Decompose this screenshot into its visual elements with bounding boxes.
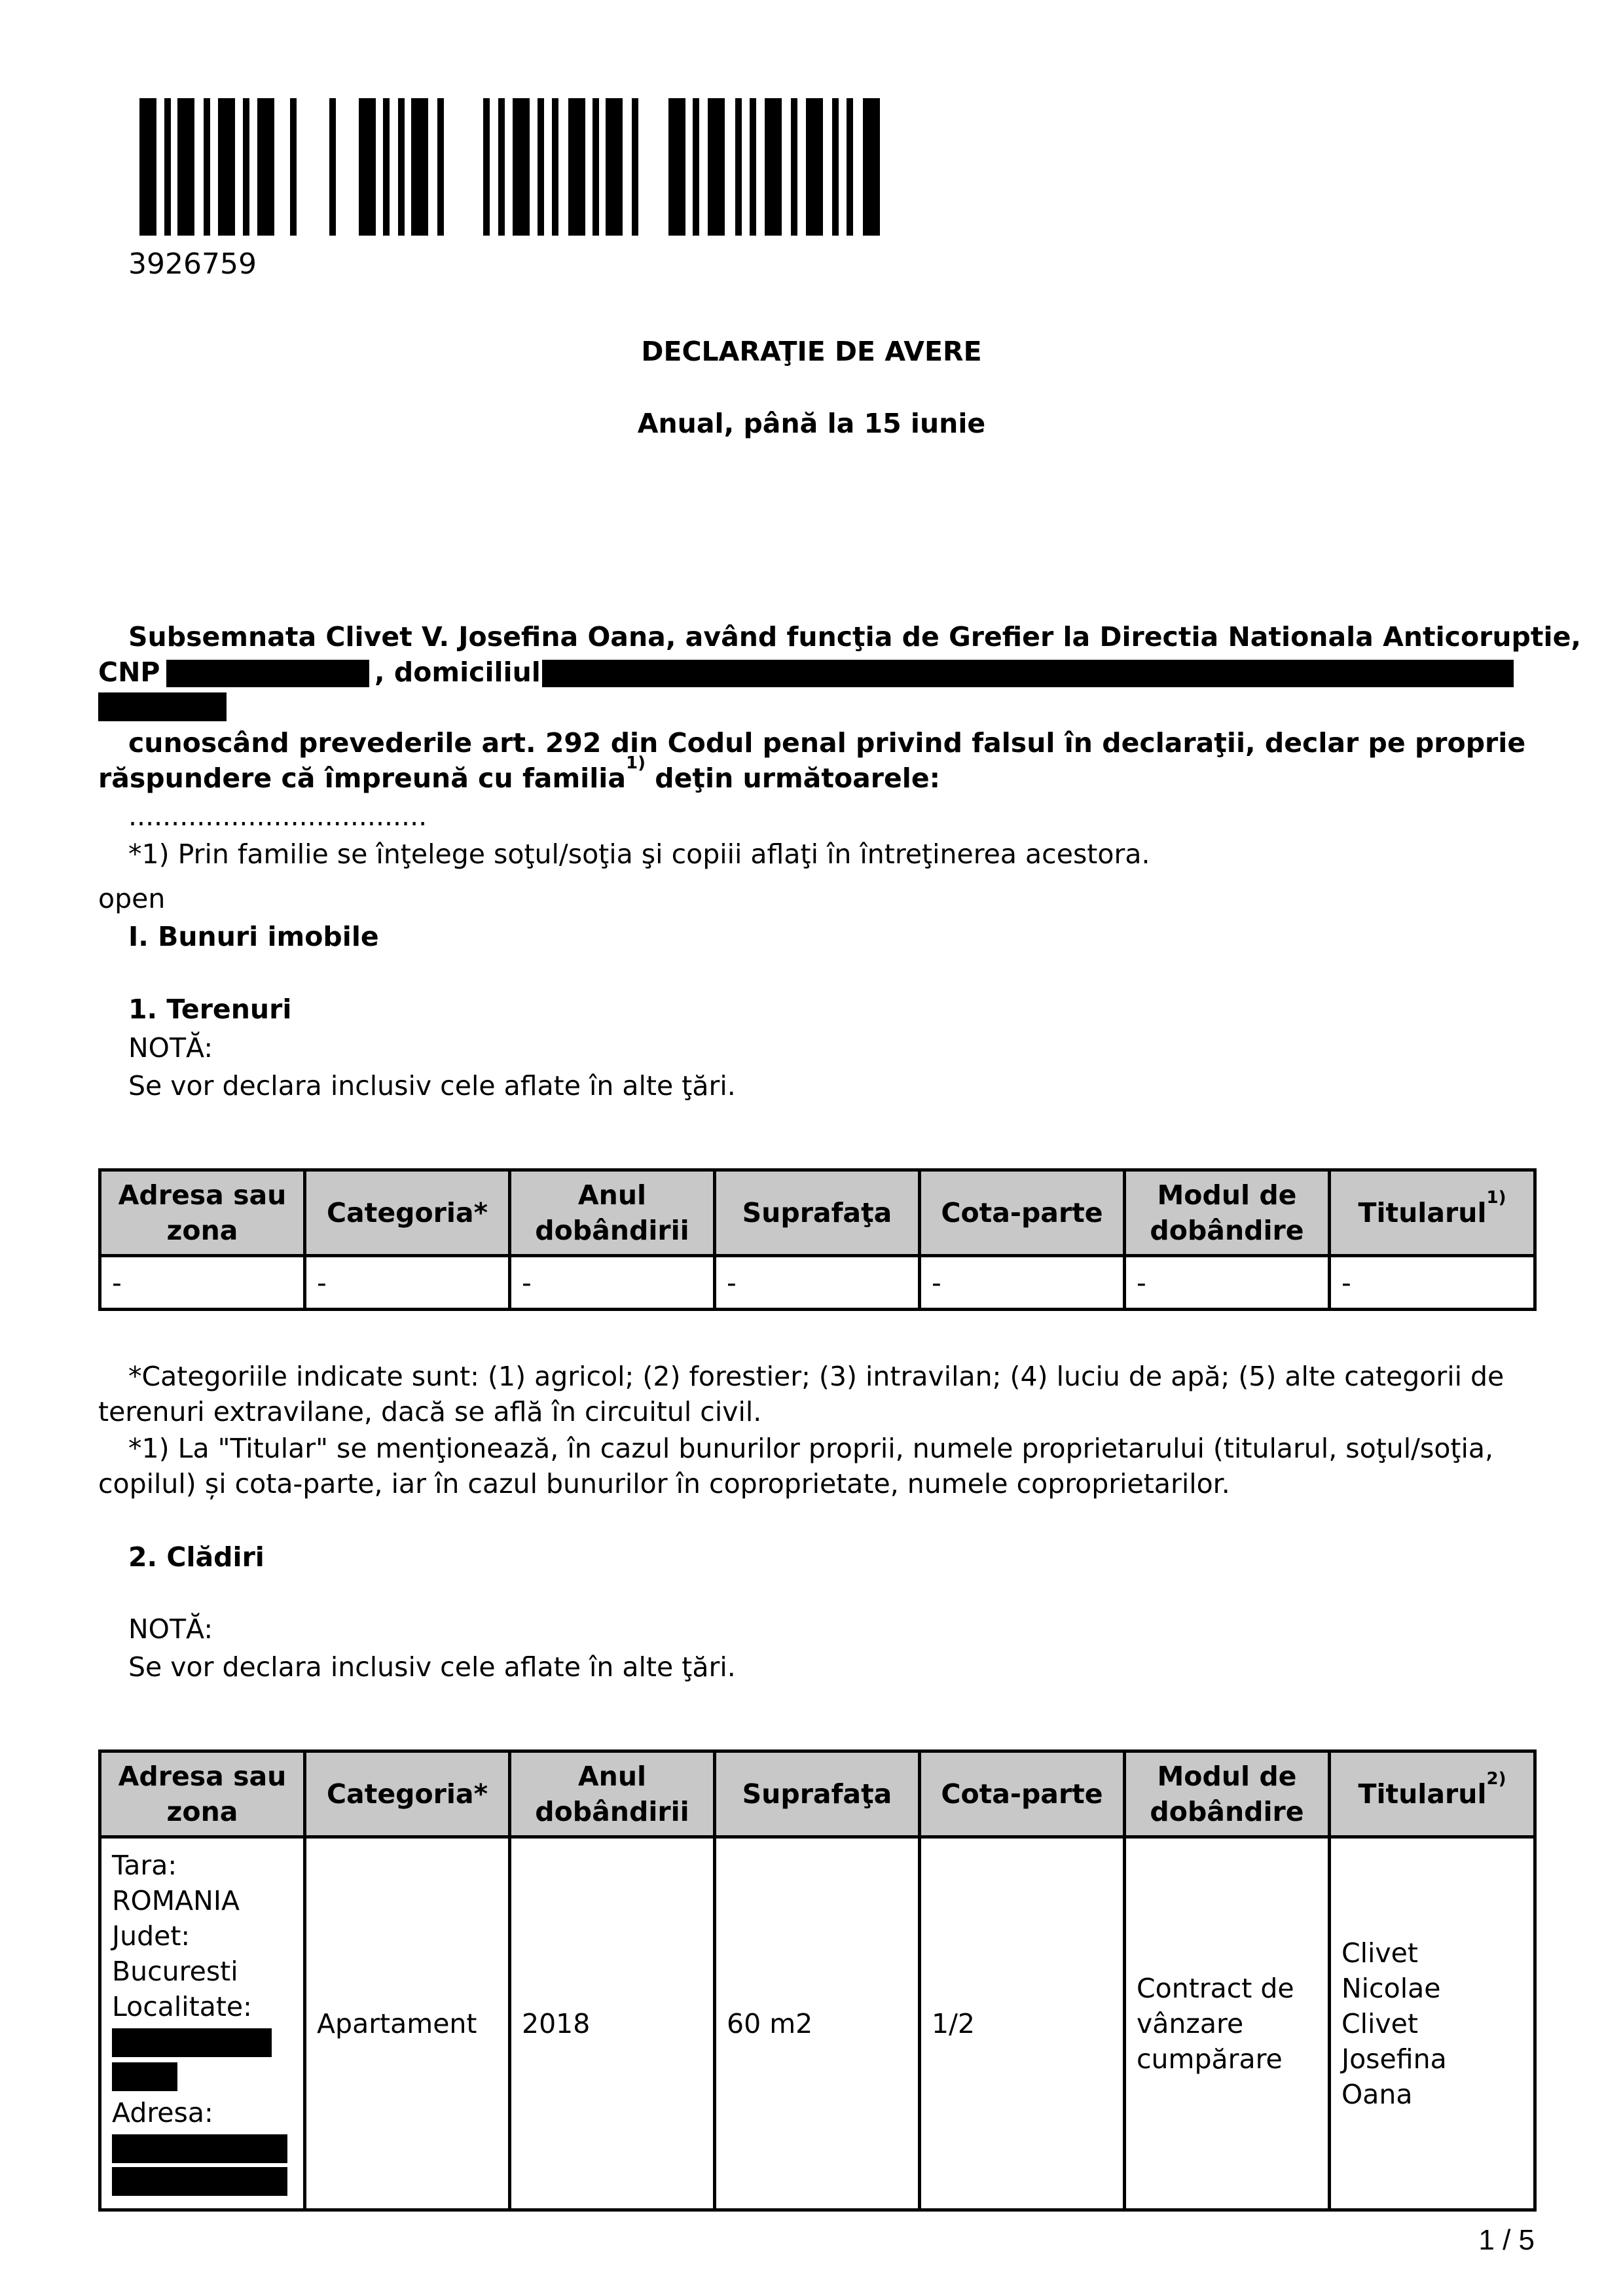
- col-header-categoria: Categoria*: [305, 1170, 510, 1256]
- document-title: DECLARAŢIE DE AVERE: [641, 336, 982, 367]
- cell-cota: -: [920, 1256, 1125, 1310]
- localitate-label: Localitate:: [112, 1991, 252, 2022]
- family-note: *1) Prin familie se înţelege soţul/soţia şi copiii aflaţi în întreţinerea acestora.: [128, 838, 1150, 870]
- intro-line-4: răspundere că împreună cu familia$^{1)}$ deţin următoarele:: [98, 753, 941, 794]
- titular-note-line-2: copilul) și cota-parte, iar în cazul bunurilor în coproprietate, numele coproprietarilor.: [98, 1468, 1230, 1499]
- cell-titular: -: [1330, 1256, 1535, 1310]
- redacted-localitate: [112, 2028, 272, 2057]
- redacted-adresa-cont: [112, 2167, 287, 2196]
- cladiri-table: [98, 1749, 1537, 2212]
- dots-line: ...................................: [128, 800, 428, 832]
- redacted-adresa: [112, 2134, 287, 2163]
- cell-cota: 1/2: [920, 1837, 1125, 2210]
- nota-text-2: Se vor declara inclusiv cele aflate în alte ţări.: [128, 1651, 736, 1683]
- redacted-address-cont: [98, 692, 227, 721]
- cell-adresa: [100, 1837, 305, 2210]
- titular-line-2: Nicolae: [1341, 1972, 1441, 2004]
- modul-line-3: cumpărare: [1137, 2043, 1283, 2075]
- judet-value: Bucuresti: [112, 1956, 238, 1987]
- domiciliu-label: , domiciliul: [374, 656, 541, 688]
- table-row: [100, 1837, 1535, 2210]
- cell-modul: [1125, 1837, 1330, 2210]
- modul-line-2: vânzare: [1137, 2007, 1244, 2039]
- cell-categoria: Apartament: [305, 1837, 510, 2210]
- col-header-cota: Cota-parte: [920, 1170, 1125, 1256]
- col-header-suprafata: Suprafaţa: [715, 1170, 920, 1256]
- nota-label-1: NOTĂ:: [128, 1032, 213, 1064]
- col-header-titular: Titularul$^{1)}$: [1330, 1170, 1535, 1256]
- col-header-adresa: Adresa sau zona: [100, 1751, 305, 1837]
- tara-label: Tara:: [112, 1850, 177, 1881]
- col-header-adresa: Adresa sau zona: [100, 1170, 305, 1256]
- col-header-suprafata: Suprafaţa: [715, 1751, 920, 1837]
- section-heading-bunuri-imobile: I. Bunuri imobile: [128, 921, 379, 952]
- cell-modul: -: [1125, 1256, 1330, 1310]
- col-header-cota: Cota-parte: [920, 1751, 1125, 1837]
- judet-label: Judet:: [112, 1920, 191, 1952]
- page-number: 1 / 5: [1478, 2224, 1535, 2256]
- subsection-terenuri: 1. Terenuri: [128, 994, 292, 1025]
- table-header-row: [100, 1170, 1535, 1256]
- adresa-label: Adresa:: [112, 2097, 213, 2128]
- col-header-categoria: Categoria*: [305, 1751, 510, 1837]
- titular-note-line-1: *1) La "Titular" se menţionează, în cazul bunurilor proprii, numele proprietarului (titularul, soţul/soţia,: [128, 1433, 1494, 1464]
- col-header-titular: Titularul$^{2)}$: [1330, 1751, 1535, 1837]
- modul-line-1: Contract de: [1137, 1972, 1294, 2004]
- table-row: [100, 1256, 1535, 1310]
- barcode-image: [139, 98, 883, 236]
- cell-categoria: -: [305, 1256, 510, 1310]
- cell-suprafata: -: [715, 1256, 920, 1310]
- col-header-anul: Anul dobândirii: [510, 1751, 715, 1837]
- col-header-anul: Anul dobândirii: [510, 1170, 715, 1256]
- open-text: open: [98, 883, 166, 914]
- cell-titular: [1330, 1837, 1535, 2210]
- cell-suprafata: 60 m2: [715, 1837, 920, 2210]
- cell-adresa: -: [100, 1256, 305, 1310]
- redacted-localitate-cont: [112, 2062, 177, 2091]
- terenuri-table: [98, 1168, 1537, 1311]
- tara-value: ROMANIA: [112, 1885, 240, 1916]
- titular-line-1: Clivet: [1341, 1937, 1418, 1969]
- barcode-number: 3926759: [128, 247, 257, 281]
- subsection-cladiri: 2. Clădiri: [128, 1541, 264, 1573]
- redacted-cnp: [166, 660, 369, 687]
- cell-anul: -: [510, 1256, 715, 1310]
- intro-line-1: Subsemnata Clivet V. Josefina Oana, având funcţia de Grefier la Directia Nationala Anticoruptie,: [128, 621, 1581, 653]
- cnp-label: CNP: [98, 656, 160, 688]
- titular-line-3: Clivet: [1341, 2007, 1418, 2039]
- categories-note-line-2: terenuri extravilane, dacă se află în circuitul civil.: [98, 1396, 762, 1427]
- titular-line-4: Josefina: [1341, 2043, 1447, 2075]
- redacted-address: [542, 660, 1514, 687]
- categories-note-line-1: *Categoriile indicate sunt: (1) agricol; (2) forestier; (3) intravilan; (4) luciu de apă; (5) alte categorii de: [128, 1361, 1504, 1392]
- col-header-modul: Modul de dobândire: [1125, 1751, 1330, 1837]
- col-header-modul: Modul de dobândire: [1125, 1170, 1330, 1256]
- document-subtitle: Anual, până la 15 iunie: [637, 408, 986, 439]
- nota-text-1: Se vor declara inclusiv cele aflate în alte ţări.: [128, 1070, 736, 1102]
- titular-line-5: Oana: [1341, 2078, 1413, 2110]
- table-header-row: [100, 1751, 1535, 1837]
- cell-anul: 2018: [510, 1837, 715, 2210]
- nota-label-2: NOTĂ:: [128, 1613, 213, 1645]
- intro-line-3: cunoscând prevederile art. 292 din Codul penal privind falsul în declaraţii, declar pe proprie: [128, 727, 1526, 759]
